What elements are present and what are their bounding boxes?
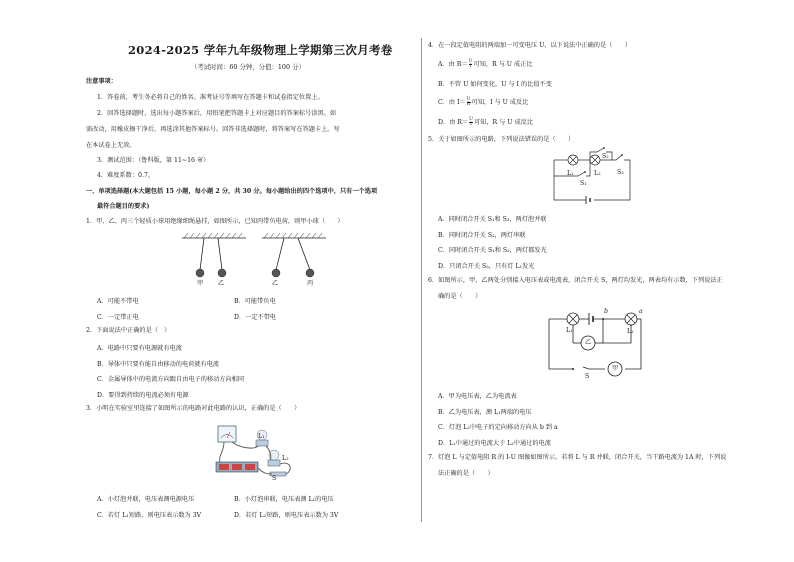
q3-label-s: S bbox=[272, 475, 277, 482]
q1-string-yi-2 bbox=[276, 238, 284, 270]
q1-ball-bing bbox=[306, 269, 314, 277]
q1-label-yi-2: 乙 bbox=[272, 280, 279, 287]
notice-item-1: 1．答卷前，考生务必将自己的姓名、准考证号等填写在答题卡和试卷指定位置上。 bbox=[97, 94, 324, 101]
q3-stem: 3．小明在实验室里连接了如图所示的电路对此电路的认识，正确的是（ ） bbox=[86, 405, 301, 412]
page-title: 2024-2025 学年九年级物理上学期第三次月考卷 bbox=[128, 43, 393, 57]
q4-option-d-suffix: 可知，R 与 U 成反比 bbox=[473, 119, 534, 126]
notice-item-4: 4．难度系数：0.7。 bbox=[97, 172, 155, 179]
q6-label-a: a bbox=[639, 308, 643, 315]
q3-bulb-base-l2 bbox=[268, 460, 280, 466]
q3-option-d: D．若灯 L₂短路，则电压表示数为 3V bbox=[234, 512, 339, 519]
q5-option-b: B．同时闭合开关 S₂，两灯串联 bbox=[438, 232, 526, 239]
q6-label-l1: L₁ bbox=[566, 327, 573, 334]
q1-ball-yi-2 bbox=[272, 269, 280, 277]
notice-heading: 注意事项： bbox=[86, 78, 117, 85]
q5-stem: 5．关于如图所示的电路，下列说法错误的是（ ） bbox=[428, 136, 575, 143]
q5-label-s1: S₁ bbox=[580, 180, 587, 187]
q1-option-a: A．可能不带电 bbox=[97, 298, 139, 305]
q6-label-b: b bbox=[604, 308, 608, 315]
q6-label-l2: L₂ bbox=[627, 328, 634, 335]
q6-stem-line-1: 6．如图所示，甲、乙两处分别接入电压表或电流表，闭合开关 S，两灯均发光，两表均有示数，下列说法正 bbox=[428, 277, 723, 284]
q1-string-yi-1 bbox=[218, 238, 222, 270]
q4-option-a-fraction: $\frac{U}{I}$ bbox=[468, 58, 473, 69]
q4-option-c-fraction: $\frac{U}{R}$ bbox=[466, 96, 471, 107]
q4-stem: 4．在一段定值电阻的两端加一可变电压 U，以下说法中正确的是（ ） bbox=[428, 42, 631, 49]
q3-option-b: B．小灯泡串联，电压表测 L₁的电压 bbox=[234, 496, 334, 503]
q6-option-d: D．L₁中通过的电流大于 L₂中通过的电流 bbox=[438, 440, 551, 447]
q4-option-a-prefix: A．由 R＝ bbox=[438, 61, 468, 68]
column-divider bbox=[421, 38, 422, 522]
q5-bulb-l2 bbox=[590, 155, 600, 165]
q4-option-a-suffix: 可知，R 与 U 成正比 bbox=[473, 61, 533, 68]
q1-ball-yi-1 bbox=[218, 269, 226, 277]
notice-item-2-line-1: 2．回答选择题时，选出每小题答案后，用铅笔把答题卡上对应题目的答案标号涂黑。如 bbox=[97, 110, 337, 117]
q6-option-a: A．甲为电压表，乙为电流表 bbox=[438, 393, 517, 400]
q6-label-s: S bbox=[585, 373, 590, 380]
q4-option-d-prefix: D．由 R＝ bbox=[438, 119, 469, 126]
q7-stem-line-1: 7．灯泡 L 与定值电阻 R 的 I-U 图像如图所示。若将 L 与 R 并联，闭合开关，当干路电流为 1A 时，下列说 bbox=[428, 454, 727, 461]
q1-string-jia bbox=[200, 238, 204, 270]
q6-stem-line-2: 确的是（ ） bbox=[438, 293, 482, 300]
q2-option-a: A．电路中只要有电源就有电流 bbox=[97, 345, 182, 352]
q4-option-d-fraction: $\frac{U}{I}$ bbox=[469, 116, 473, 127]
q1-option-c: C．一定带正电 bbox=[97, 314, 139, 321]
q1-ball-jia bbox=[196, 269, 204, 277]
q3-label-l2: L₂ bbox=[282, 455, 289, 462]
q2-option-c: C．金属导体中的电流方向跟自由电子的移动方向相同 bbox=[97, 376, 245, 383]
q4-option-c-suffix: 可知，I 与 U 成反比 bbox=[471, 99, 529, 106]
q4-option-c-prefix: C．由 I＝ bbox=[438, 99, 466, 106]
q3-figure bbox=[210, 418, 300, 482]
q3-label-l1: L₁ bbox=[258, 433, 265, 440]
page-subtitle: （考试时间：60 分钟，分值：100 分） bbox=[191, 63, 305, 71]
q6-label-jia: 甲 bbox=[612, 365, 619, 372]
q5-label-s3: S₃ bbox=[617, 169, 624, 176]
q3-option-a: A．小灯泡并联，电压表测电源电压 bbox=[97, 496, 195, 503]
q6-bulb-l1 bbox=[567, 313, 579, 325]
q5-option-d: D．只闭合开关 S₃，只有灯 L₁发光 bbox=[438, 263, 535, 270]
q4-option-c bbox=[438, 97, 528, 108]
q5-label-l2: L₂ bbox=[594, 170, 601, 177]
q3-option-c: C．若灯 L₁短路，则电压表示数为 3V bbox=[97, 512, 202, 519]
notice-item-2-line-2: 需改动，用橡皮擦干净后，再选涂其他答案标号。回答非选择题时，将答案写在答题卡上。写 bbox=[86, 126, 340, 133]
q5-label-s2: S₂ bbox=[602, 153, 609, 160]
q6-label-yi: 乙 bbox=[585, 339, 592, 346]
q5-label-l1: L₁ bbox=[567, 170, 574, 177]
q2-option-b: B．导体中只要有能自由移动的电荷就有电流 bbox=[97, 361, 220, 368]
q1-option-d: D．一定不带电 bbox=[234, 314, 277, 321]
q5-bulb-l1 bbox=[568, 155, 578, 165]
section-heading-line-1: 一、单项选择题(本大题包括 15 小题，每小题 2 分，共 30 分。每小题给出的四个选项中，只有一个选项 bbox=[86, 188, 378, 195]
q1-label-yi-1: 乙 bbox=[218, 280, 225, 287]
notice-item-2-line-3: 在本试卷上无效。 bbox=[86, 142, 136, 149]
q6-bulb-l2 bbox=[625, 313, 637, 325]
q1-label-jia: 甲 bbox=[197, 280, 204, 287]
q7-stem-line-2: 法正确的是（ ） bbox=[438, 470, 494, 477]
q1-string-bing bbox=[298, 238, 310, 270]
q6-option-c: C．灯泡 L₂中电子的定向移动方向从 b 到 a bbox=[438, 424, 558, 431]
q1-option-b: B．可能带负电 bbox=[234, 298, 276, 305]
q1-label-bing: 丙 bbox=[307, 280, 314, 287]
notice-item-3: 3．测试范围：（鲁科版，第 11~16 章） bbox=[97, 157, 210, 164]
q2-option-d: D．要得到持续的电流必须有电源 bbox=[97, 392, 189, 399]
q4-option-b: B．不管 U 如何变化，U 与 I 的比值不变 bbox=[438, 81, 552, 88]
q5-option-c: C．同时闭合开关 S₁和 S₂，两灯都发光 bbox=[438, 247, 547, 254]
q4-option-a bbox=[438, 59, 533, 70]
q4-option-d bbox=[438, 117, 533, 128]
q6-option-b: B．乙为电压表，测 L₁两端的电压 bbox=[438, 409, 532, 416]
q6-circuit bbox=[545, 305, 645, 383]
q2-stem: 2．下面说法中正确的是（ ） bbox=[86, 327, 171, 334]
q3-voltmeter bbox=[218, 426, 236, 442]
q1-stem: 1．甲、乙、丙三个轻质小球用绝缘细绳悬挂，如图所示，已知丙带负电荷，则甲小球（ ） bbox=[86, 218, 344, 225]
section-heading-line-2: 最符合题目的要求) bbox=[97, 203, 150, 210]
q5-option-a: A．同时闭合开关 S₁和 S₃，两灯泡并联 bbox=[438, 216, 547, 223]
